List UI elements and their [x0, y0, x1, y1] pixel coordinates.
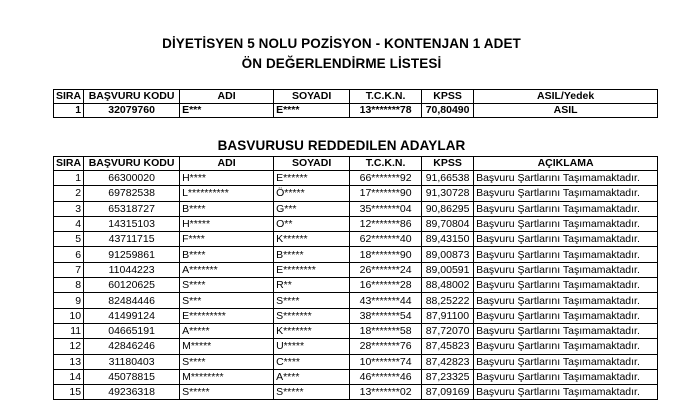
- cell-tckn: 16*******28: [350, 278, 422, 293]
- cell-aciklama: Başvuru Şartlarını Taşımamaktadır.: [474, 171, 658, 186]
- cell-tckn: 43*******44: [350, 293, 422, 308]
- cell-adi: E***: [180, 104, 274, 118]
- cell-adi: L**********: [180, 186, 274, 201]
- cell-tckn: 28*******76: [350, 339, 422, 354]
- cell-tckn: 38*******54: [350, 308, 422, 323]
- cell-basvuru-kodu: 49236318: [84, 385, 180, 400]
- cell-adi: S***: [180, 293, 274, 308]
- cell-adi: F****: [180, 232, 274, 247]
- cell-basvuru-kodu: 14315103: [84, 216, 180, 231]
- cell-sira: 4: [54, 216, 84, 231]
- cell-aciklama: Başvuru Şartlarını Taşımamaktadır.: [474, 308, 658, 323]
- cell-aciklama: Başvuru Şartlarını Taşımamaktadır.: [474, 232, 658, 247]
- cell-aciklama: Başvuru Şartlarını Taşımamaktadır.: [474, 354, 658, 369]
- table-row: [54, 385, 658, 400]
- table-row: [54, 278, 658, 293]
- cell-tckn: 10*******74: [350, 354, 422, 369]
- column-header: T.C.K.N.: [350, 157, 422, 171]
- cell-basvuru-kodu: 82484446: [84, 293, 180, 308]
- cell-adi: S*****: [180, 385, 274, 400]
- cell-aciklama: Başvuru Şartlarını Taşımamaktadır.: [474, 385, 658, 400]
- cell-sira: 9: [54, 293, 84, 308]
- column-header: T.C.K.N.: [350, 90, 422, 104]
- cell-soyadi: G***: [274, 201, 350, 216]
- cell-kpss: 70,80490: [422, 104, 474, 118]
- table-header-row: [54, 90, 658, 104]
- table-row: [54, 354, 658, 369]
- table-row: [54, 339, 658, 354]
- cell-tckn: 13*******78: [350, 104, 422, 118]
- table-header-row: [54, 157, 658, 171]
- cell-kpss: 91,30728: [422, 186, 474, 201]
- cell-basvuru-kodu: 45078815: [84, 369, 180, 384]
- cell-sira: 7: [54, 262, 84, 277]
- cell-kpss: 87,09169: [422, 385, 474, 400]
- cell-adi: S****: [180, 354, 274, 369]
- column-header: KPSS: [422, 90, 474, 104]
- cell-soyadi: U*****: [274, 339, 350, 354]
- cell-tckn: 35*******04: [350, 201, 422, 216]
- table-row: [54, 104, 658, 118]
- cell-basvuru-kodu: 91259861: [84, 247, 180, 262]
- cell-soyadi: K*******: [274, 323, 350, 338]
- cell-basvuru-kodu: 04665191: [84, 323, 180, 338]
- column-header: SIRA: [54, 90, 84, 104]
- cell-adi: A*******: [180, 262, 274, 277]
- table-row: [54, 186, 658, 201]
- table-row: [54, 247, 658, 262]
- document-title: DİYETİSYEN 5 NOLU POZİSYON - KONTENJAN 1 ADET: [162, 36, 521, 51]
- cell-tckn: 18*******58: [350, 323, 422, 338]
- cell-adi: A*****: [180, 323, 274, 338]
- cell-adi: H****: [180, 171, 274, 186]
- cell-tckn: 26*******24: [350, 262, 422, 277]
- cell-basvuru-kodu: 31180403: [84, 354, 180, 369]
- cell-soyadi: S****: [274, 293, 350, 308]
- cell-tckn: 12*******86: [350, 216, 422, 231]
- cell-basvuru-kodu: 60120625: [84, 278, 180, 293]
- cell-soyadi: A****: [274, 369, 350, 384]
- cell-aciklama: Başvuru Şartlarını Taşımamaktadır.: [474, 369, 658, 384]
- cell-basvuru-kodu: 42846246: [84, 339, 180, 354]
- cell-sira: 3: [54, 201, 84, 216]
- cell-adi: S****: [180, 278, 274, 293]
- cell-kpss: 87,45823: [422, 339, 474, 354]
- cell-soyadi: E****: [274, 104, 350, 118]
- cell-kpss: 88,48002: [422, 278, 474, 293]
- cell-aciklama: Başvuru Şartlarını Taşımamaktadır.: [474, 293, 658, 308]
- cell-adi: B****: [180, 247, 274, 262]
- cell-aciklama: Başvuru Şartlarını Taşımamaktadır.: [474, 247, 658, 262]
- cell-kpss: 89,00591: [422, 262, 474, 277]
- cell-sira: 6: [54, 247, 84, 262]
- asil-table: [53, 89, 658, 118]
- column-header: SOYADI: [274, 90, 350, 104]
- cell-sira: 13: [54, 354, 84, 369]
- rejected-table: [53, 156, 658, 400]
- table-row: [54, 171, 658, 186]
- cell-aciklama: Başvuru Şartlarını Taşımamaktadır.: [474, 216, 658, 231]
- cell-soyadi: S*******: [274, 308, 350, 323]
- table-row: [54, 293, 658, 308]
- cell-sira: 14: [54, 369, 84, 384]
- cell-soyadi: E********: [274, 262, 350, 277]
- cell-basvuru-kodu: 11044223: [84, 262, 180, 277]
- cell-soyadi: K******: [274, 232, 350, 247]
- cell-soyadi: R**: [274, 278, 350, 293]
- column-header: SOYADI: [274, 157, 350, 171]
- cell-aciklama: Başvuru Şartlarını Taşımamaktadır.: [474, 339, 658, 354]
- column-header: ADI: [180, 157, 274, 171]
- table-row: [54, 369, 658, 384]
- cell-soyadi: C****: [274, 354, 350, 369]
- cell-soyadi: O**: [274, 216, 350, 231]
- cell-basvuru-kodu: 41499124: [84, 308, 180, 323]
- cell-kpss: 87,23325: [422, 369, 474, 384]
- cell-basvuru-kodu: 32079760: [84, 104, 180, 118]
- cell-aciklama: Başvuru Şartlarını Taşımamaktadır.: [474, 186, 658, 201]
- cell-sira: 12: [54, 339, 84, 354]
- table-row: [54, 232, 658, 247]
- rejected-section-title: BASVURUSU REDDEDILEN ADAYLAR: [217, 138, 466, 153]
- column-header: ASIL/Yedek: [474, 90, 658, 104]
- cell-kpss: 89,43150: [422, 232, 474, 247]
- cell-kpss: 87,91100: [422, 308, 474, 323]
- cell-adi: B****: [180, 201, 274, 216]
- cell-soyadi: S*****: [274, 385, 350, 400]
- cell-kpss: 89,00873: [422, 247, 474, 262]
- cell-kpss: 89,70804: [422, 216, 474, 231]
- cell-tckn: 13*******02: [350, 385, 422, 400]
- table-row: [54, 262, 658, 277]
- cell-asil-yedek: ASIL: [474, 104, 658, 118]
- cell-kpss: 90,86295: [422, 201, 474, 216]
- cell-sira: 1: [54, 104, 84, 118]
- column-header: BAŞVURU KODU: [84, 157, 180, 171]
- column-header: ADI: [180, 90, 274, 104]
- cell-basvuru-kodu: 65318727: [84, 201, 180, 216]
- cell-sira: 15: [54, 385, 84, 400]
- cell-sira: 8: [54, 278, 84, 293]
- cell-aciklama: Başvuru Şartlarını Taşımamaktadır.: [474, 323, 658, 338]
- cell-kpss: 91,66538: [422, 171, 474, 186]
- table-row: [54, 201, 658, 216]
- cell-adi: E*********: [180, 308, 274, 323]
- table-row: [54, 308, 658, 323]
- column-header: SIRA: [54, 157, 84, 171]
- cell-soyadi: Ö*****: [274, 186, 350, 201]
- cell-aciklama: Başvuru Şartlarını Taşımamaktadır.: [474, 201, 658, 216]
- column-header: AÇIKLAMA: [474, 157, 658, 171]
- cell-sira: 10: [54, 308, 84, 323]
- cell-sira: 2: [54, 186, 84, 201]
- cell-basvuru-kodu: 43711715: [84, 232, 180, 247]
- column-header: BAŞVURU KODU: [84, 90, 180, 104]
- cell-kpss: 87,72070: [422, 323, 474, 338]
- cell-aciklama: Başvuru Şartlarını Taşımamaktadır.: [474, 262, 658, 277]
- cell-sira: 1: [54, 171, 84, 186]
- cell-tckn: 46*******46: [350, 369, 422, 384]
- cell-aciklama: Başvuru Şartlarını Taşımamaktadır.: [474, 278, 658, 293]
- cell-sira: 11: [54, 323, 84, 338]
- cell-adi: M********: [180, 369, 274, 384]
- cell-basvuru-kodu: 69782538: [84, 186, 180, 201]
- cell-soyadi: E******: [274, 171, 350, 186]
- table-row: [54, 323, 658, 338]
- cell-sira: 5: [54, 232, 84, 247]
- cell-kpss: 87,42823: [422, 354, 474, 369]
- cell-tckn: 18*******90: [350, 247, 422, 262]
- cell-tckn: 66*******92: [350, 171, 422, 186]
- cell-tckn: 17*******90: [350, 186, 422, 201]
- cell-adi: M*****: [180, 339, 274, 354]
- cell-adi: H*****: [180, 216, 274, 231]
- document-subtitle: ÖN DEĞERLENDİRME LİSTESİ: [241, 56, 442, 71]
- cell-tckn: 62*******40: [350, 232, 422, 247]
- cell-kpss: 88,25222: [422, 293, 474, 308]
- cell-basvuru-kodu: 66300020: [84, 171, 180, 186]
- table-row: [54, 216, 658, 231]
- column-header: KPSS: [422, 157, 474, 171]
- cell-soyadi: B*****: [274, 247, 350, 262]
